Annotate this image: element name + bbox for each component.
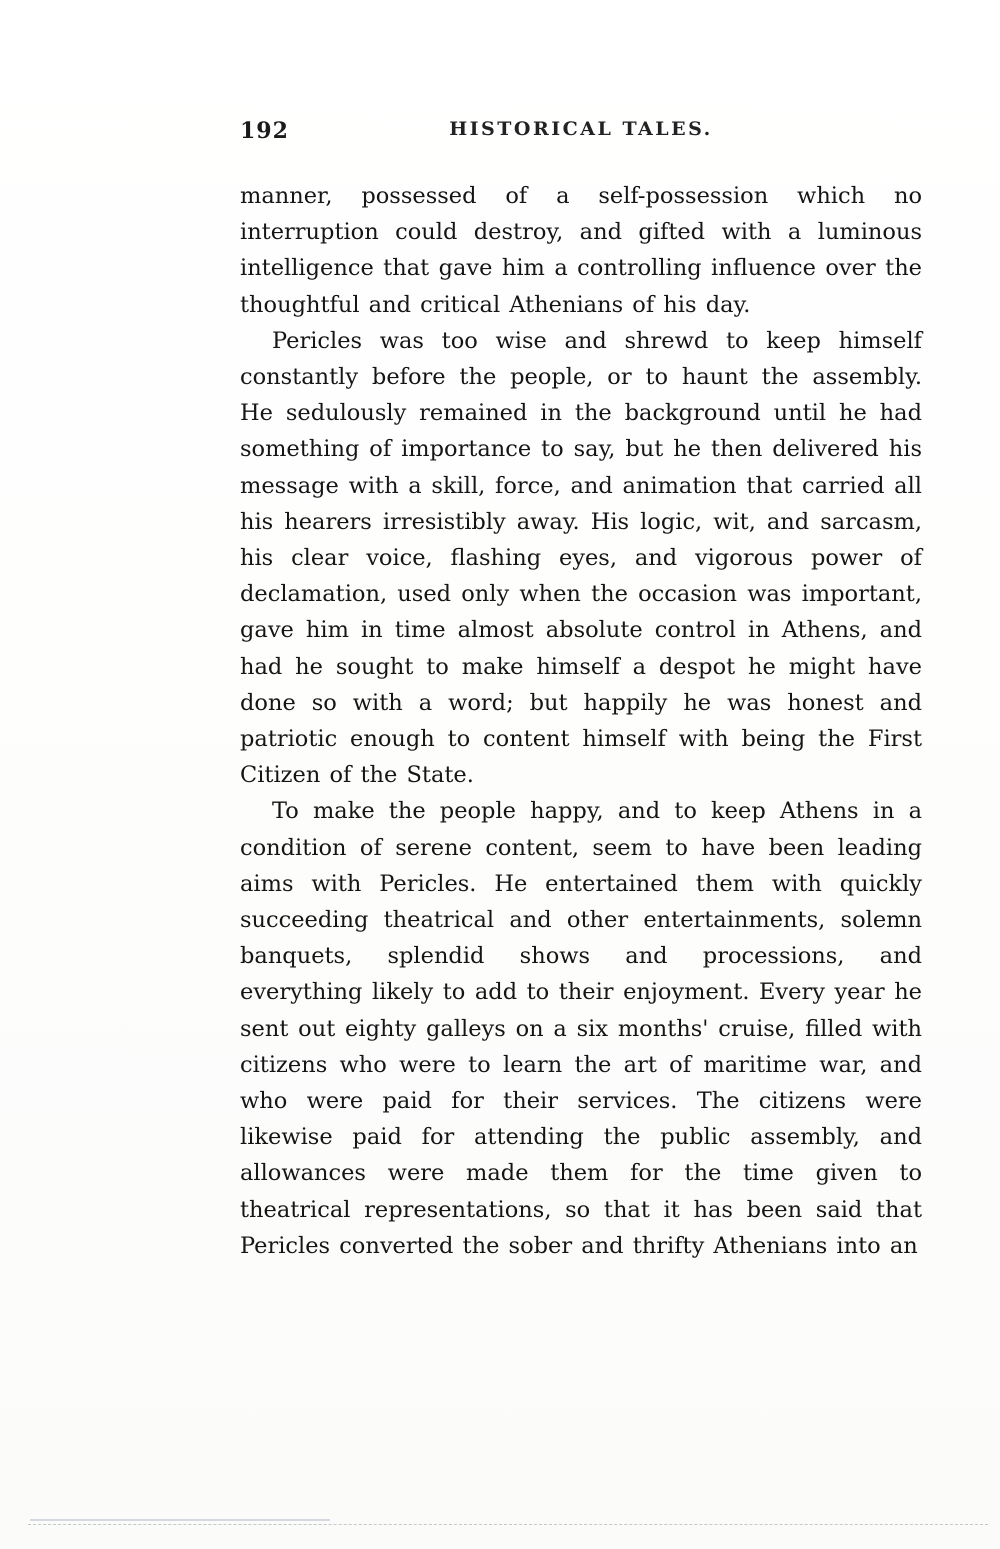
paragraph-people-happy: To make the people happy, and to keep Athens in a condition of serene content, seem to have been leading aims with Pericles. He entertained them with quickly succeeding theatrical and other entertainments, solemn banquets, splendid shows and processions, and everything likely to add to their enjoyment. Every year he sent out eighty galleys on a six months' cruise, filled with citizens who were to learn the art of maritime war, and who were paid for their services. The citizens were likewise paid for attending the public assembly, and allowances were made them for the time given to theatrical representations, so that it has been said that Pericles converted the sober and thrifty Athenians into an: [240, 798, 922, 1259]
scan-artifact-edge: [30, 1519, 330, 1521]
page-number: 192: [240, 118, 289, 144]
paragraph-continuation: manner, possessed of a self-possession which no interruption could destroy, and gifted with a luminous intelligence that gave him a controlling influence over the thoughtful and critical Athenians of his day.: [240, 183, 922, 318]
text-block: [240, 118, 922, 1264]
running-title: HISTORICAL TALES.: [449, 118, 713, 140]
scan-artifact-line: [28, 1524, 988, 1525]
body-text: [240, 178, 922, 1264]
page-header: [240, 118, 922, 148]
paragraph-pericles-wise: Pericles was too wise and shrewd to keep himself constantly before the people, or to haunt the assembly. He sedulously remained in the background until he had something of importance to say, but he then delivered his message with a skill, force, and animation that carried all his hearers irresistibly away. His logic, wit, and sarcasm, his clear voice, flashing eyes, and vigorous power of declamation, used only when the occasion was important, gave him in time almost absolute control in Athens, and had he sought to make himself a despot he might have done so with a word; but happily he was honest and patriotic enough to content himself with being the First Citizen of the State.: [240, 327, 922, 789]
